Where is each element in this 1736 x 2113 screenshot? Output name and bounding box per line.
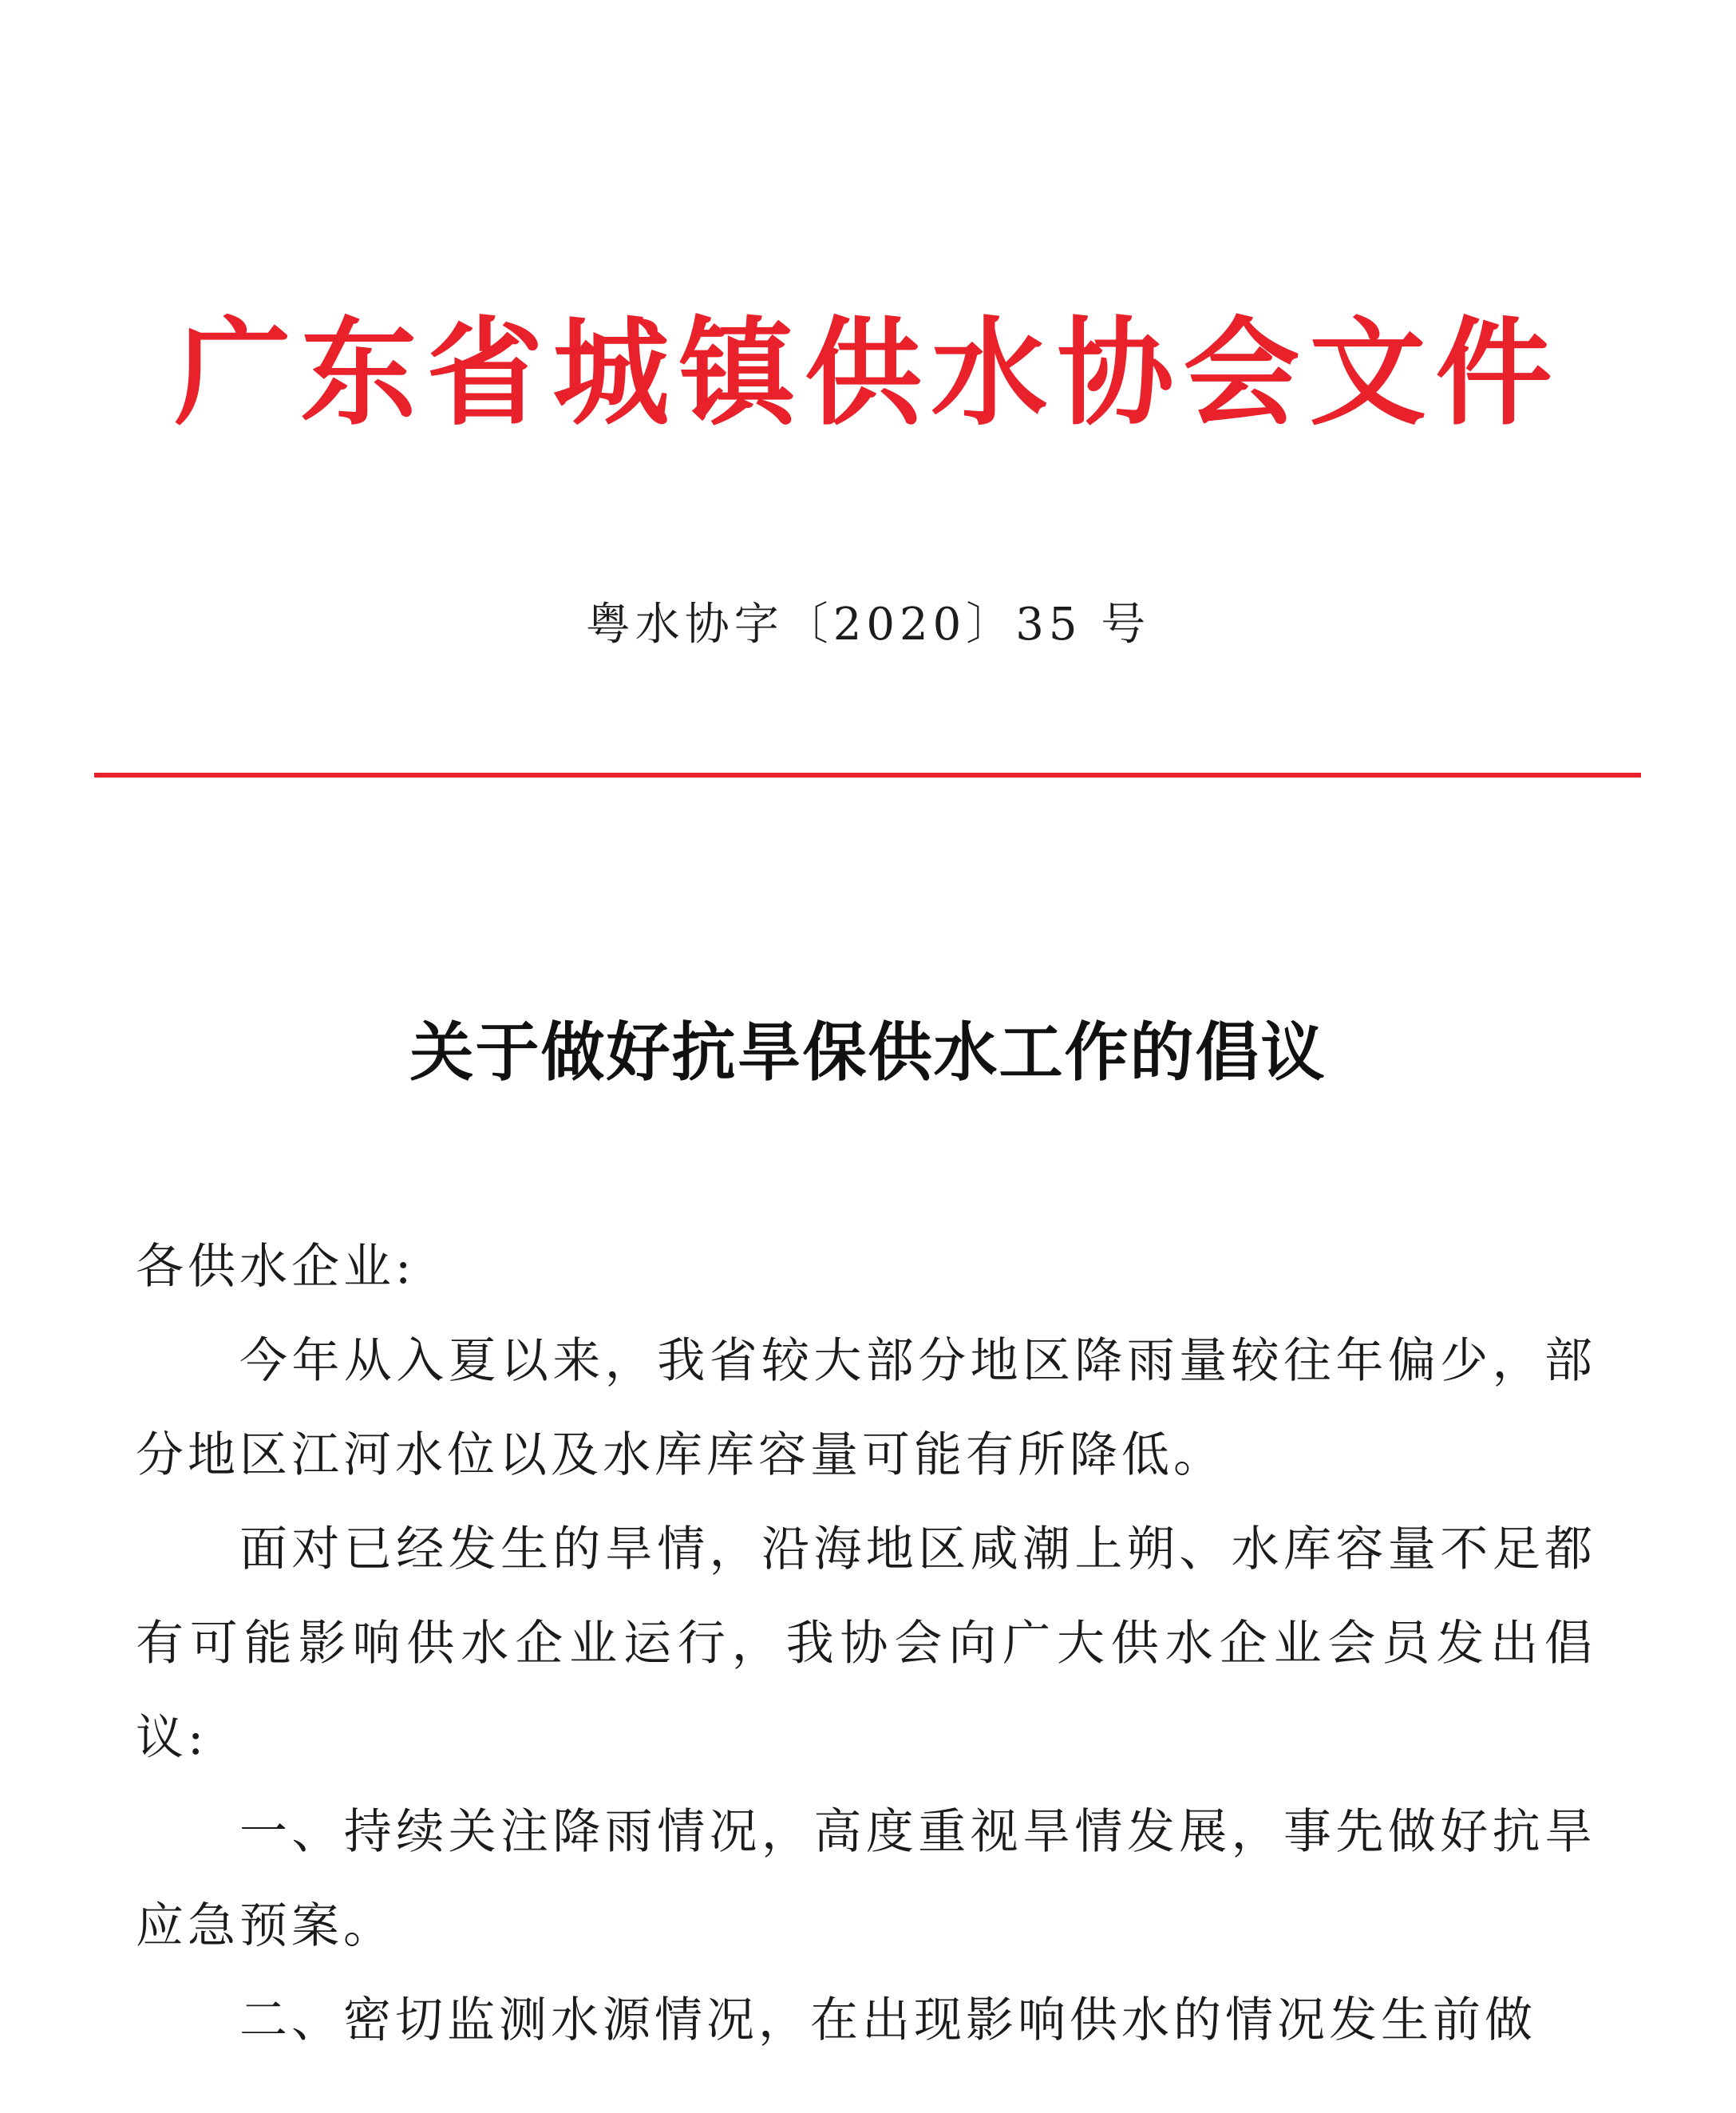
paragraph-1: 今年从入夏以来，我省较大部分地区降雨量较往年偏少，部分地区江河水位以及水库库容量可能有所降低。	[136, 1333, 1596, 1483]
paragraph-3: 一、持续关注降雨情况，高度重视旱情发展，事先做好抗旱应急预案。	[136, 1804, 1596, 1954]
masthead-title: 广东省城镇供水协会文件	[174, 305, 1562, 441]
red-divider-line	[94, 773, 1641, 778]
paragraph-4: 二、密切监测水源情况，在出现影响供水的情况发生前做	[239, 1992, 1536, 2048]
document-title: 关于做好抗旱保供水工作的倡议	[409, 1015, 1327, 1090]
document-number: 粤水协字〔2020〕35 号	[585, 599, 1151, 651]
salutation: 各供水企业:	[136, 1239, 416, 1295]
document-body	[136, 1220, 1596, 2067]
paragraph-2: 面对已经发生的旱情，沿海地区咸潮上朔、水库容量不足都有可能影响供水企业运行，我协会向广大供水企业会员发出倡议:	[136, 1521, 1596, 1766]
